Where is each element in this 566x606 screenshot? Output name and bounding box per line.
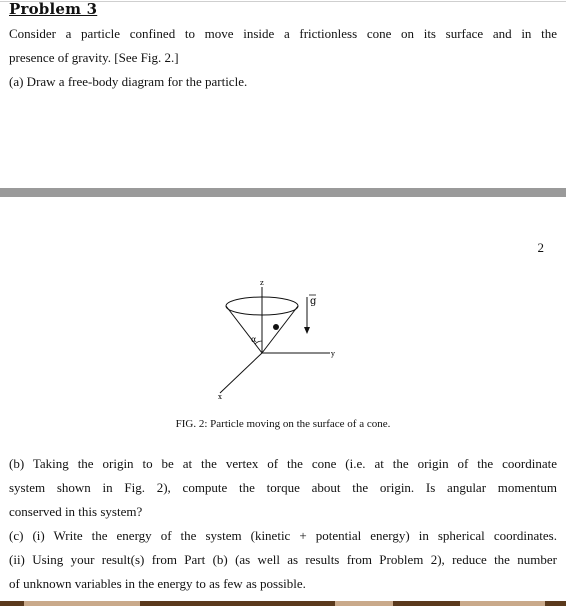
cone-side-right xyxy=(262,306,298,353)
part-b-line-2: system shown in Fig. 2), compute the torque about the origin. Is angular momentum xyxy=(9,480,557,495)
x-axis xyxy=(220,353,262,393)
part-c-line-1: (c) (i) Write the energy of the system (kinetic + potential energy) in spherical coordinates. xyxy=(9,528,557,543)
alpha-label: α xyxy=(251,335,257,344)
part-c-line-2: (ii) Using your result(s) from Part (b) (as well as results from Problem 2), reduce the number xyxy=(9,552,557,567)
cone-side-left xyxy=(226,306,262,353)
intro-line-2: presence of gravity. [See Fig. 2.] xyxy=(9,50,179,65)
particle xyxy=(273,324,279,330)
z-label: z xyxy=(260,279,264,287)
part-c-line-3: of unknown variables in the energy to as few as possible. xyxy=(9,576,306,591)
part-b-line-3: conserved in this system? xyxy=(9,504,143,519)
part-b-line-1: (b) Taking the origin to be at the vertex of the cone (i.e. at the origin of the coordinate xyxy=(9,456,557,471)
bottom-bar xyxy=(0,601,566,606)
page-separator xyxy=(0,188,566,197)
page-number: 2 xyxy=(537,240,544,255)
gravity-arrow-head xyxy=(304,327,310,334)
problem-title: Problem 3 xyxy=(9,0,98,18)
x-label: x xyxy=(218,393,222,401)
figure-caption: FIG. 2: Particle moving on the surface of a cone. xyxy=(175,418,391,430)
cone-figure xyxy=(215,275,355,405)
part-a-text: (a) Draw a free-body diagram for the particle. xyxy=(9,74,248,89)
y-label: y xyxy=(331,350,335,358)
intro-line-1: Consider a particle confined to move inside a frictionless cone on its surface and in the xyxy=(9,26,557,41)
g-label: g xyxy=(310,296,317,307)
